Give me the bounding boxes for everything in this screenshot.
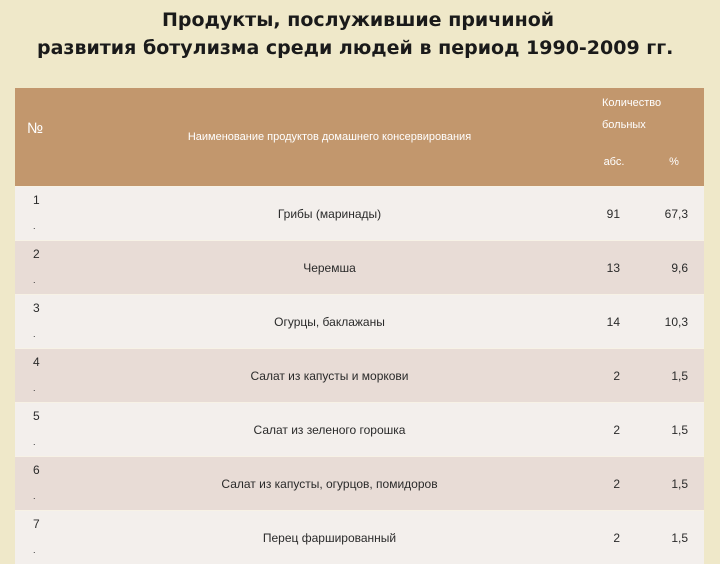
row-num-value: 2 [33,247,40,261]
row-num [15,511,75,564]
row-num-value: 7 [33,517,40,531]
row-abs: 2 [584,511,644,564]
header-qty [584,88,704,138]
table-row [15,241,704,295]
row-num [15,295,75,349]
table-row [15,349,704,403]
row-abs: 13 [584,241,644,295]
row-pct: 1,5 [644,403,704,457]
row-abs: 91 [584,187,644,241]
row-num [15,187,75,241]
row-abs: 14 [584,295,644,349]
row-num-value: 3 [33,301,40,315]
row-name: Огурцы, баклажаны [75,295,584,349]
title-line-2: развития ботулизма среди людей в период 1990-2009 гг. [0,34,720,62]
row-num [15,241,75,295]
row-name: Салат из капусты, огурцов, помидоров [75,457,584,511]
row-abs: 2 [584,457,644,511]
page-title [0,6,720,62]
header-name: Наименование продуктов домашнего консервирования [75,88,584,187]
row-num-dot: . [33,545,36,555]
row-num-value: 5 [33,409,40,423]
row-abs: 2 [584,403,644,457]
table-row [15,457,704,511]
row-num-dot: . [33,329,36,339]
table-row [15,295,704,349]
row-pct: 1,5 [644,349,704,403]
table-row [15,403,704,457]
row-pct: 1,5 [644,457,704,511]
title-line-1: Продукты, послужившие причиной [0,6,720,34]
row-num-value: 6 [33,463,40,477]
header-abs: абс. [584,138,644,187]
row-name: Черемша [75,241,584,295]
row-name: Перец фаршированный [75,511,584,564]
table-row [15,187,704,241]
row-num-dot: . [33,491,36,501]
row-num [15,403,75,457]
header-qty-line-1: Количество [602,97,661,109]
table-row [15,511,704,564]
row-num-dot: . [33,437,36,447]
header-qty-line-2: больных [602,119,646,131]
row-pct: 1,5 [644,511,704,564]
row-abs: 2 [584,349,644,403]
row-pct: 67,3 [644,187,704,241]
row-num-dot: . [33,275,36,285]
row-name: Салат из зеленого горошка [75,403,584,457]
row-pct: 10,3 [644,295,704,349]
botulism-products-table [15,88,704,564]
row-name: Грибы (маринады) [75,187,584,241]
row-num-value: 1 [33,193,40,207]
row-num-value: 4 [33,355,40,369]
row-pct: 9,6 [644,241,704,295]
header-pct: % [644,138,704,187]
row-num [15,457,75,511]
header-num: № [15,88,75,187]
row-num-dot: . [33,221,36,231]
row-name: Салат из капусты и моркови [75,349,584,403]
row-num-dot: . [33,383,36,393]
row-num [15,349,75,403]
